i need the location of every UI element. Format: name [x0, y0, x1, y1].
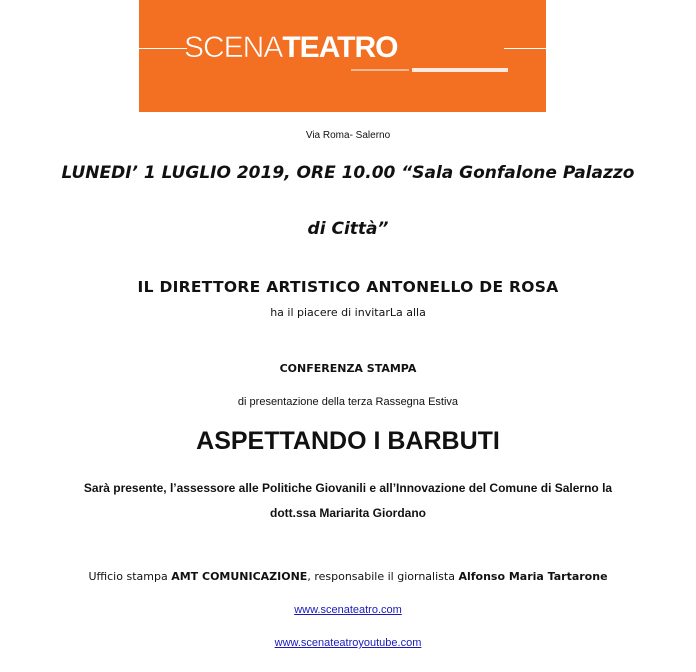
header-banner: [139, 0, 546, 112]
press-prefix: Ufficio stampa: [88, 570, 172, 583]
press-office: [0, 570, 696, 583]
event-datetime-line1: LUNEDI’ 1 LUGLIO 2019, ORE 10.00 “Sala Gonfalone Palazzo: [61, 163, 635, 183]
conference-heading: CONFERENZA STAMPA: [279, 362, 417, 375]
guest-line2: dott.ssa Mariarita Giordano: [269, 506, 427, 520]
event-title: ASPETTANDO I BARBUTI: [196, 427, 500, 455]
event-datetime-line2: di Città”: [307, 219, 389, 239]
youtube-link-row: [0, 637, 696, 649]
site-link-row: [0, 604, 696, 616]
youtube-link[interactable]: www.scenateatroyoutube.com: [274, 637, 422, 649]
presentation-text: di presentazione della terza Rassegna Estiva: [237, 396, 459, 408]
address: Via Roma- Salerno: [305, 130, 391, 141]
guest-line1: Sarà presente, l’assessore alle Politiche Giovanili e all’Innovazione del Comune di Salerno la: [83, 481, 613, 495]
press-journalist: Alfonso Maria Tartarone: [458, 570, 608, 583]
press-agency: AMT COMUNICAZIONE: [171, 570, 308, 583]
invite-text: ha il piacere di invitarLa alla: [270, 306, 426, 319]
logo-rule-left: [139, 48, 187, 49]
logo: [184, 33, 397, 63]
press-middle: , responsabile il giornalista: [307, 570, 459, 583]
director-heading: IL DIRETTORE ARTISTICO ANTONELLO DE ROSA: [137, 278, 559, 296]
logo-tagline-mark: [351, 69, 409, 71]
logo-bold-text: TEATRO: [282, 31, 398, 64]
logo-thin-text: SCENA: [184, 31, 283, 64]
site-link[interactable]: www.scenateatro.com: [294, 604, 402, 616]
logo-rule-right: [504, 48, 546, 49]
logo-tagline: [412, 68, 508, 72]
